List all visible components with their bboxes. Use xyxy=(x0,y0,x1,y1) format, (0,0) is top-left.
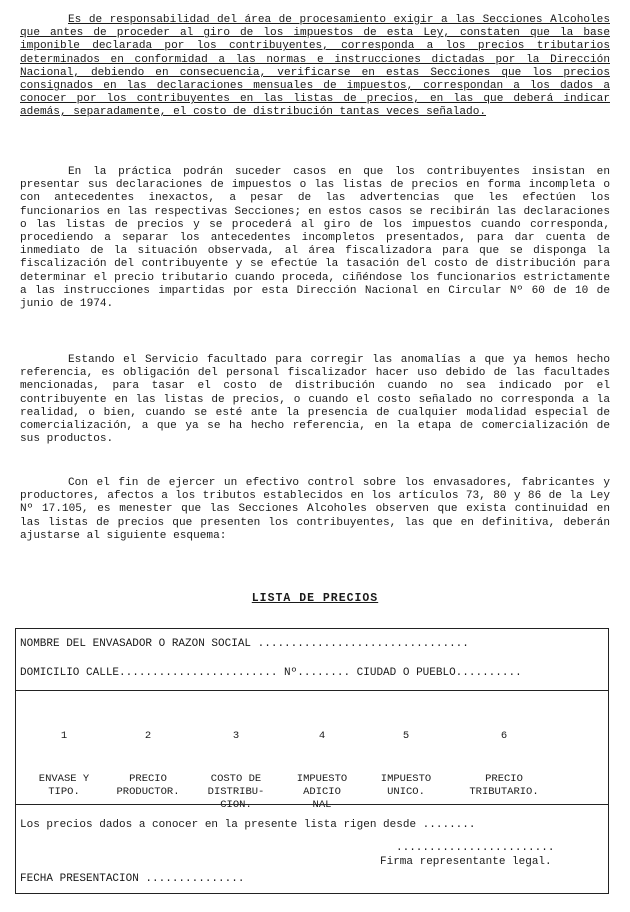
paragraph-practica: En la práctica podrán suceder casos en que los contribuyentes insistan en presentar sus declaraciones de impuestos o las listas de precios en forma incompleta o con antecedentes inexactos, a pesar de las advertencias que les efectúen los funcionarios en las respectivas Secciones; en estos casos se recibirán las declaraciones o las listas de precios y se procederá al giro de los impuestos cuando corresponda, procediendo a separar los antecedentes incompletos presentados, para dar cuenta de inmediato de la situación observada, al área fiscalizadora para que se disponga la fiscalización del contribuyente y se efectúe la tasación del costo de distribución para determinar el precio tributario cuando proceda, ciñéndose los funcionarios estrictamente a las instrucciones impartidas por esta Dirección Nacional en Circular Nº 60 de 10 de junio de 1974. xyxy=(20,166,610,311)
column-3 xyxy=(192,704,280,838)
column-number: 3 xyxy=(232,730,240,742)
column-1 xyxy=(24,704,104,825)
column-5 xyxy=(364,704,448,825)
form-title: LISTA DE PRECIOS xyxy=(251,592,379,605)
fecha-line: FECHA PRESENTACION ............... xyxy=(20,873,245,885)
column-number: 2 xyxy=(144,730,152,742)
column-4 xyxy=(280,704,364,838)
column-label: PRECIO TRIBUTARIO. xyxy=(469,773,539,798)
price-list-form xyxy=(15,628,609,894)
column-number: 5 xyxy=(402,730,410,742)
divider xyxy=(16,804,608,805)
column-number: 6 xyxy=(500,730,508,742)
column-6 xyxy=(448,704,560,825)
firma-label: Firma representante legal. xyxy=(380,856,552,868)
paragraph-control: Con el fin de ejercer un efectivo control sobre los envasadores, fabricantes y productores, afectos a los tributos establecidos en los artículos 73, 80 y 86 de la Ley Nº 17.105, es menester que las Secciones Alcoholes observen que exista continuidad en las listas de precios que presenten los contribuyentes, las que en definitiva, deberán ajustarse al siguiente esquema: xyxy=(20,477,610,542)
column-label: IMPUESTO ADICIO NAL xyxy=(296,773,348,811)
column-2 xyxy=(104,704,192,825)
paragraph-servicio: Estando el Servicio facultado para corregir las anomalías a que ya hemos hecho referencia, es obligación del personal fiscalizador hacer uso debido de las facultades mencionadas, para tasar el costo de distribución cuando no sea indicado por el contribuyente en las listas de precios, o cuando el costo señalado no corresponda a la realidad, o bien, cuando se esté ante la presencia de cualquier modalidad especial de comercialización, a que ya se ha hecho referencia, en la etapa de comercialización de sus productos. xyxy=(20,354,610,446)
domicilio-line: DOMICILIO CALLE........................ Nº........ CIUDAD O PUEBLO.......... xyxy=(20,667,522,679)
firma-dots: ........................ xyxy=(396,842,555,854)
column-label: PRECIO PRODUCTOR. xyxy=(116,773,180,798)
column-label: ENVASE Y TIPO. xyxy=(38,773,90,798)
rige-line: Los precios dados a conocer en la presente lista rigen desde ........ xyxy=(20,819,476,831)
column-label: IMPUESTO UNICO. xyxy=(380,773,432,798)
column-number: 1 xyxy=(60,730,68,742)
nombre-line: NOMBRE DEL ENVASADOR O RAZON SOCIAL ................................ xyxy=(20,638,469,650)
column-label: COSTO DE DISTRIBU- CION. xyxy=(207,773,265,811)
column-number: 4 xyxy=(318,730,326,742)
divider xyxy=(16,690,608,691)
paragraph-text: Es de responsabilidad del área de procesamiento exigir a las Secciones Alcoholes que antes de proceder al giro de los impuestos de esta Ley, constaten que la base imponible declarada por los contribuyentes, corresponda a los precios tributarios determinados en conformidad a las normas e instrucciones dictadas por la Dirección Nacional, debiendo en consecuencia, verificarse en estas Secciones que los precios consignados en las declaraciones mensuales de impuestos, correspondan a los dados a conocer por los contribuyentes en las listas de precios, en las que deberá indicar además, separadamente, el costo de distribución tantas veces señalado. xyxy=(20,14,610,119)
paragraph-responsabilidad xyxy=(20,14,610,120)
